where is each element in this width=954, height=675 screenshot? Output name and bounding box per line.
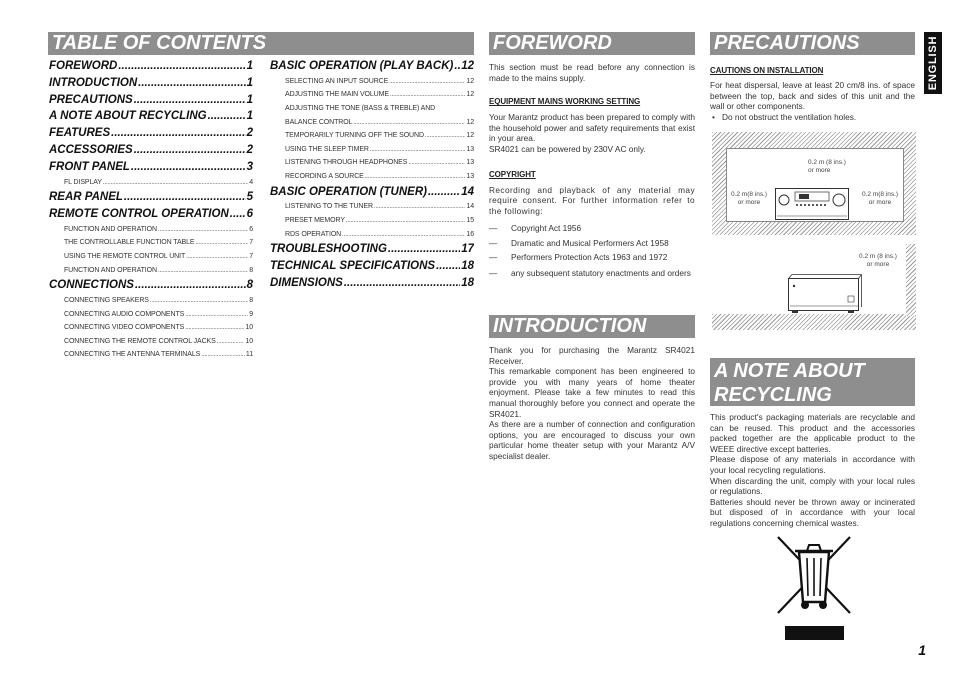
toc-leader: [353, 116, 465, 130]
toc-page: 15: [466, 216, 474, 224]
toc-subentry: [270, 129, 474, 143]
page-number: 1: [918, 642, 926, 658]
recycling-p3: When discarding the unit, comply with your local rules or regulations.: [710, 475, 915, 497]
precautions-title: PRECAUTIONS: [710, 32, 915, 55]
toc-page: 18: [461, 276, 474, 289]
intro-p3: As there are a number of connection and configuration options, you are encouraged to discuss your own particular home theater setup with your Marantz A/V specialist dealer.: [489, 419, 695, 461]
toc-page: 1: [246, 110, 253, 123]
toc-page: 14: [461, 185, 474, 198]
toc-page: 6: [249, 225, 253, 233]
toc-page: 7: [249, 239, 253, 247]
toc-page: 12: [466, 118, 474, 126]
toc-page: 13: [466, 145, 474, 153]
toc-page: 4: [249, 178, 253, 186]
toc-label: THE CONTROLLABLE FUNCTION TABLE: [64, 239, 195, 247]
toc-leader: [131, 159, 246, 176]
toc-page: 12: [466, 77, 474, 85]
toc-subentry: [270, 200, 474, 214]
toc-page: 18: [461, 259, 474, 272]
weee-bar: [785, 626, 844, 640]
toc-leader: [201, 348, 245, 362]
toc-label: USING THE REMOTE CONTROL UNIT: [64, 252, 186, 260]
toc-leader: [134, 142, 246, 159]
toc-page: 2: [246, 127, 253, 140]
clearance-left-label: 0.2 m(8 ins.) or more: [730, 191, 768, 206]
toc-label: BASIC OPERATION (TUNER): [270, 185, 427, 198]
toc-label: CONNECTING SPEAKERS: [64, 296, 149, 304]
clearance-diagram-front: [712, 132, 916, 235]
toc-label: CONNECTING THE ANTENNA TERMINALS: [64, 351, 201, 359]
toc-subentry: [49, 250, 253, 264]
toc-leader: [425, 129, 465, 143]
toc-label: FOREWORD: [49, 60, 118, 72]
toc-leader: [428, 184, 460, 201]
toc-leader: [150, 294, 248, 308]
toc-label: CONNECTING THE REMOTE CONTROL JACKS: [64, 337, 216, 345]
toc-leader: [365, 170, 466, 184]
toc-entry: [49, 108, 253, 125]
toc-entry: [49, 92, 253, 109]
toc-subentry: [49, 294, 253, 308]
toc-leader: [103, 176, 248, 190]
toc-leader: [195, 236, 248, 250]
toc-label: DIMENSIONS: [270, 276, 343, 289]
toc-subentry: [270, 88, 474, 102]
clearance-diagram-side: [712, 244, 916, 330]
toc-page: 13: [466, 159, 474, 167]
toc-label: CONNECTIONS: [49, 279, 134, 292]
toc-entry: [49, 75, 253, 92]
toc-subentry: [49, 176, 253, 190]
toc-subentry: [270, 102, 474, 116]
toc-leader: [346, 214, 466, 228]
toc-entry: [270, 241, 474, 258]
toc-leader: [124, 189, 246, 206]
toc-page: 8: [249, 296, 253, 304]
toc-subentry: [49, 308, 253, 322]
toc-subentry: [49, 335, 253, 349]
toc-leader: [370, 143, 466, 157]
toc-page: 13: [466, 172, 474, 180]
toc-subentry: [49, 264, 253, 278]
toc-leader: [390, 88, 465, 102]
toc-entry: [49, 142, 253, 159]
toc-label: CONNECTING VIDEO COMPONENTS: [64, 324, 185, 332]
clearance-side-label: 0.2 m (8 ins.) or more: [859, 253, 897, 268]
toc-entry: [49, 206, 253, 223]
intro-p1: Thank you for purchasing the Marantz SR4021 Receiver.: [489, 345, 695, 366]
toc-page: 12: [461, 60, 474, 72]
list-item: — Dramatic and Musical Performers Act 1958: [489, 237, 669, 248]
toc-leader: [217, 335, 245, 349]
toc-label: ACCESSORIES: [49, 143, 133, 156]
toc-page: 6: [246, 207, 253, 220]
language-tab: [924, 32, 942, 94]
toc-page: 17: [461, 243, 474, 256]
toc-page: 10: [245, 324, 253, 332]
toc-label: FRONT PANEL: [49, 160, 130, 173]
toc-page: 11: [245, 351, 253, 359]
toc-leader: [230, 206, 246, 223]
intro-p2: This remarkable component has been engineered to provide you with many years of home theater enjoyment. Please take a few minutes to read this manual thoroughly before you connect and operate the SR4021.: [489, 366, 695, 419]
toc-column-1: [49, 58, 253, 362]
installation-text: For heat dispersal, leave at least 20 cm/8 ins. of space between the top, back and sides of this unit and the wall or other components.: [710, 80, 915, 112]
recycling-p1: This product's packaging materials are recyclable and can be reused. This product and the accessories packed together are the applicable product to the WEEE directive except batteries.: [710, 412, 915, 454]
toc-entry: [49, 277, 253, 294]
toc-label: TECHNICAL SPECIFICATIONS: [270, 259, 436, 272]
toc-label: LISTENING THROUGH HEADPHONES: [285, 159, 408, 167]
toc-entry: [270, 58, 474, 75]
introduction-title: INTRODUCTION: [489, 315, 695, 338]
toc-entry: [49, 189, 253, 206]
toc-leader: [158, 264, 248, 278]
recycling-title: A NOTE ABOUT RECYCLING: [710, 358, 915, 406]
copyright-text: Recording and playback of any material may require consent. For further information refer to the following:: [489, 184, 695, 216]
toc-page: 1: [246, 76, 253, 89]
toc-label: CONNECTING AUDIO COMPONENTS: [64, 310, 185, 318]
toc-entry: [270, 275, 474, 292]
toc-label: BALANCE CONTROL: [285, 118, 353, 126]
installation-heading: CAUTIONS ON INSTALLATION: [710, 66, 824, 75]
toc-label: A NOTE ABOUT RECYCLING: [49, 110, 207, 123]
toc-entry: [49, 58, 253, 75]
toc-label: PRECAUTIONS: [49, 93, 133, 106]
toc-label: RDS OPERATION: [285, 230, 342, 238]
toc-subentry: [270, 214, 474, 228]
toc-label: TROUBLESHOOTING: [270, 243, 387, 256]
toc-leader: [374, 200, 465, 214]
toc-label: USING THE SLEEP TIMER: [285, 145, 369, 153]
toc-page: 1: [246, 60, 253, 72]
toc-leader: [185, 308, 248, 322]
toc-subentry: [270, 170, 474, 184]
toc-leader: [342, 228, 465, 242]
toc-page: 3: [246, 160, 253, 173]
toc-leader: [436, 258, 460, 275]
toc-page: 16: [466, 230, 474, 238]
precautions-body: [710, 66, 915, 122]
toc-leader: [388, 241, 460, 258]
toc-leader: [208, 108, 246, 125]
clearance-right-label: 0.2 m(8 ins.) or more: [861, 191, 899, 206]
toc-page: 12: [466, 91, 474, 99]
toc-label: SELECTING AN INPUT SOURCE: [285, 77, 389, 85]
toc-subentry: [270, 228, 474, 242]
foreword-title: FOREWORD: [489, 32, 695, 55]
recycling-p4: Batteries should never be thrown away or incinerated but disposed of in accordance with your local regulations concerning chemical wastes.: [710, 496, 915, 528]
mains-heading: EQUIPMENT MAINS WORKING SETTING: [489, 97, 641, 107]
toc-page: 8: [246, 279, 253, 292]
recycling-p2: Please dispose of any materials in accordance with your local recycling regulations.: [710, 454, 915, 475]
toc-subentry: [49, 236, 253, 250]
toc-leader: [185, 321, 244, 335]
toc-label: FUNCTION AND OPERATION: [64, 225, 157, 233]
toc-label: REAR PANEL: [49, 191, 123, 204]
toc-label: FEATURES: [49, 127, 111, 140]
toc-entry: [270, 184, 474, 201]
toc-entry: [270, 258, 474, 275]
toc-page: 10: [245, 337, 253, 345]
toc-entry: [49, 159, 253, 176]
toc-label: TEMPORARILY TURNING OFF THE SOUND: [285, 132, 424, 140]
toc-label: INTRODUCTION: [49, 76, 138, 89]
list-item: — Copyright Act 1956: [489, 223, 582, 234]
toc-column-2: [270, 58, 474, 292]
toc-label: FUNCTION AND OPERATION: [64, 266, 157, 274]
toc-leader: [454, 58, 460, 75]
list-item: — Performers Protection Acts 1963 and 1972: [489, 252, 668, 263]
toc-leader: [138, 75, 245, 92]
toc-leader: [389, 75, 465, 89]
toc-subentry: [49, 321, 253, 335]
foreword-body: [489, 62, 695, 279]
clearance-top-label: 0.2 m (8 ins.) or more: [808, 159, 846, 174]
toc-leader: [186, 250, 248, 264]
ventilation-bullet: • Do not obstruct the ventilation holes.: [712, 111, 857, 122]
weee-crossed-bin-icon: [775, 534, 853, 616]
toc-leader: [135, 277, 246, 294]
toc-leader: [408, 156, 465, 170]
toc-page: 9: [249, 310, 253, 318]
toc-page: 2: [246, 143, 253, 156]
toc-leader: [134, 92, 246, 109]
toc-label: ADJUSTING THE TONE (BASS & TREBLE) AND: [285, 104, 436, 112]
toc-label: REMOTE CONTROL OPERATION: [49, 207, 229, 220]
toc-subentry: [270, 75, 474, 89]
toc-page: 7: [249, 252, 253, 260]
mains-text-2: SR4021 can be powered by 230V AC only.: [489, 143, 646, 154]
toc-label: LISTENING TO THE TUNER: [285, 203, 373, 211]
introduction-body: [489, 345, 695, 462]
toc-page: 12: [466, 132, 474, 140]
toc-subentry: [270, 143, 474, 157]
receiver-front-illustration: [775, 188, 849, 220]
toc-label: BASIC OPERATION (PLAY BACK): [270, 60, 454, 72]
toc-page: 14: [466, 203, 474, 211]
toc-leader: [111, 125, 245, 142]
list-item: — any subsequent statutory enactments and orders: [489, 267, 691, 278]
toc-subentry: [49, 223, 253, 237]
foreword-intro: This section must be read before any connection is made to the mains supply.: [489, 62, 695, 83]
toc-label: ADJUSTING THE MAIN VOLUME: [285, 91, 389, 99]
copyright-list: [489, 221, 695, 279]
copyright-heading: COPYRIGHT: [489, 169, 536, 179]
toc-page: 8: [249, 266, 253, 274]
toc-subentry: [270, 116, 474, 130]
language-tab-label: ENGLISH: [927, 35, 939, 91]
toc-leader: [118, 58, 245, 75]
receiver-side-illustration: [788, 274, 862, 314]
toc-leader: [158, 223, 248, 237]
toc-subentry: [270, 156, 474, 170]
toc-label: RECORDING A SOURCE: [285, 172, 364, 180]
recycling-body: [710, 412, 915, 529]
toc-entry: [49, 125, 253, 142]
toc-leader: [344, 275, 460, 292]
toc-page: 1: [246, 93, 253, 106]
toc-label: FL DISPLAY: [64, 178, 102, 186]
toc-label: PRESET MEMORY: [285, 216, 345, 224]
toc-page: 5: [246, 191, 253, 204]
toc-title: TABLE OF CONTENTS: [48, 32, 474, 55]
mains-text: Your Marantz product has been prepared to comply with the household power and safety requirements that exist in your area.: [489, 112, 695, 144]
toc-subentry: [49, 348, 253, 362]
